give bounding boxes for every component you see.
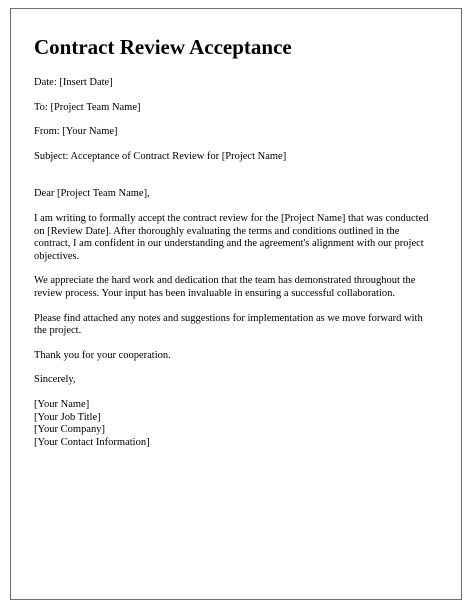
closing: Sincerely, xyxy=(34,374,76,386)
date-line: Date: [Insert Date] xyxy=(34,77,113,88)
document-title: Contract Review Acceptance xyxy=(34,35,292,59)
salutation: Dear [Project Team Name], xyxy=(34,188,150,200)
subject-line: Subject: Acceptance of Contract Review for [Project Name] xyxy=(34,150,287,162)
letter-page xyxy=(10,8,462,600)
signature-block xyxy=(34,399,438,449)
signature-company: [Your Company] xyxy=(34,424,105,436)
letter-content xyxy=(34,35,438,449)
to-line: To: [Project Team Name] xyxy=(34,101,141,113)
body-paragraph-3: Please find attached any notes and suggestions for implementation as we move forward with the project. xyxy=(34,312,423,337)
body-paragraph-2: We appreciate the hard work and dedication that the team has demonstrated throughout the review process. Your input has been invaluable in ensuring a successful collaboration. xyxy=(34,275,416,299)
signature-contact: [Your Contact Information] xyxy=(34,436,150,448)
body-paragraph-1: I am writing to formally accept the contract review for the [Project Name] that was conducted on [Review Date]. After thoroughly evaluating the terms and conditions outlined in the contract, I am confident in our understanding and the agreement's alignment with our project objectives. xyxy=(34,212,429,262)
body-paragraph-4: Thank you for your cooperation. xyxy=(34,349,171,361)
from-line: From: [Your Name] xyxy=(34,126,118,138)
signature-job-title: [Your Job Title] xyxy=(34,411,101,423)
signature-name: [Your Name] xyxy=(34,398,90,410)
